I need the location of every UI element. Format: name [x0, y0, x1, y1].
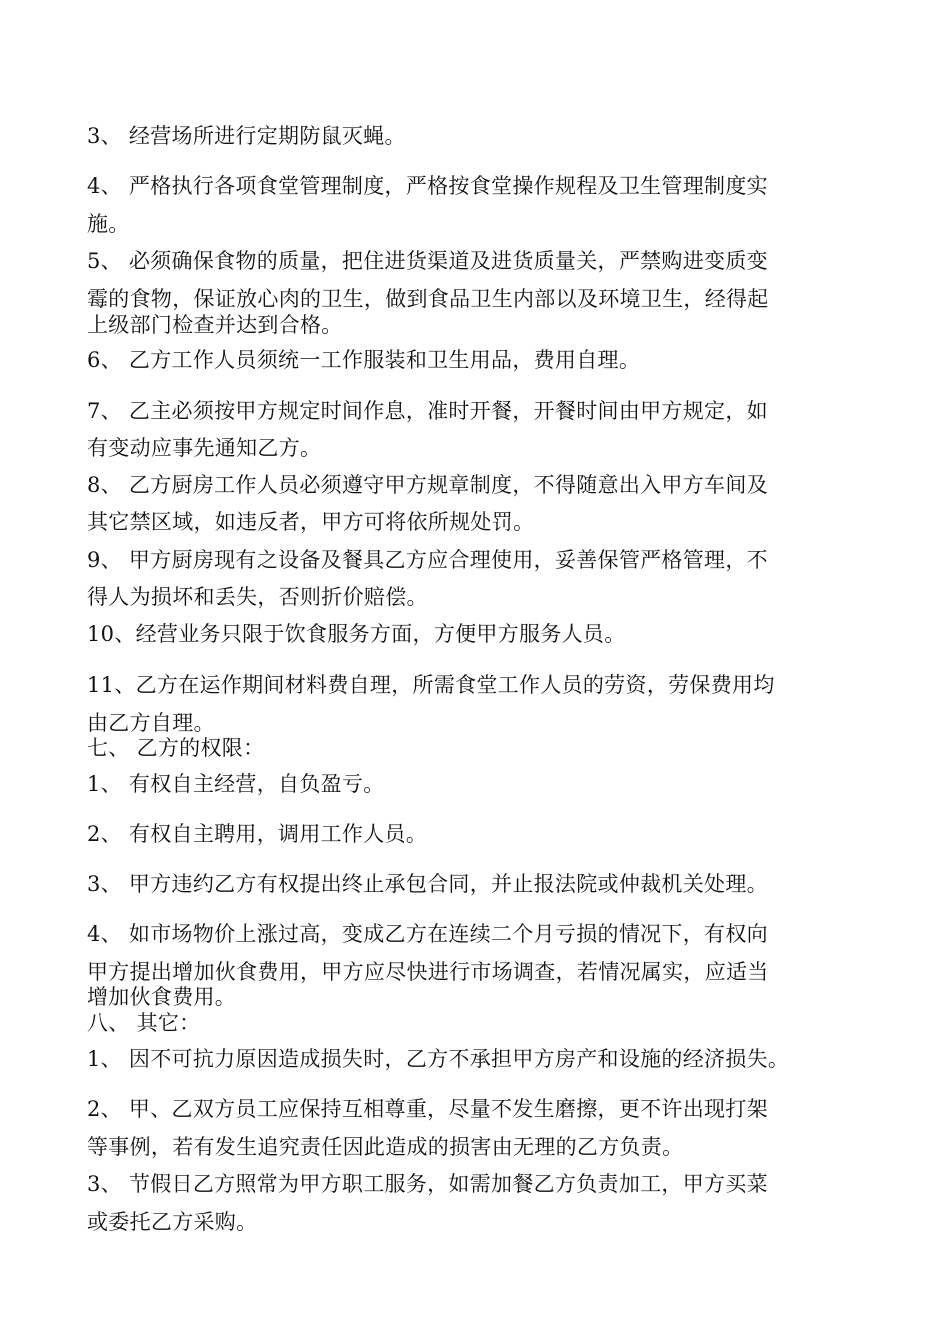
text-line: 或委托乙方采购。	[87, 1210, 258, 1234]
text-line: 4、 如市场物价上涨过高，变成乙方在连续二个月亏损的情况下，有权向	[87, 922, 768, 946]
section-heading: 八、 其它：	[87, 1011, 201, 1035]
text-line: 5、 必须确保食物的质量，把住进货渠道及进货质量关，严禁购进变质变	[87, 249, 768, 273]
text-line: 3、 甲方违约乙方有权提出终止承包合同，并止报法院或仲裁机关处理。	[87, 872, 768, 896]
text-line: 11、乙方在运作期间材料费自理，所需食堂工作人员的劳资，劳保费用均	[87, 673, 775, 697]
text-line: 7、 乙主必须按甲方规定时间作息，准时开餐，开餐时间由甲方规定，如	[87, 399, 768, 423]
text-line: 等事例，若有发生追究责任因此造成的损害由无理的乙方负责。	[87, 1135, 684, 1159]
text-line: 9、 甲方厨房现有之设备及餐具乙方应合理使用，妥善保管严格管理，不	[87, 548, 768, 572]
text-line: 其它禁区域，如违反者，甲方可将依所规处罚。	[87, 510, 535, 534]
text-line: 8、 乙方厨房工作人员必须遵守甲方规章制度，不得随意出入甲方车间及	[87, 473, 768, 497]
text-line: 10、经营业务只限于饮食服务方面，方便甲方服务人员。	[87, 622, 626, 646]
text-line: 3、 经营场所进行定期防鼠灭蝇。	[87, 124, 406, 148]
text-line: 甲方提出增加伙食费用，甲方应尽快进行市场调查，若情况属实，应适当	[87, 960, 769, 984]
text-line: 1、 有权自主经营，自负盈亏。	[87, 772, 385, 796]
text-line: 增加伙食费用。	[87, 985, 237, 1009]
text-line: 2、 有权自主聘用，调用工作人员。	[87, 822, 428, 846]
section-heading: 七、 乙方的权限：	[87, 736, 265, 760]
text-line: 4、 严格执行各项食堂管理制度，严格按食堂操作规程及卫生管理制度实	[87, 174, 768, 198]
text-line: 6、 乙方工作人员须统一工作服装和卫生用品，费用自理。	[87, 348, 641, 372]
text-line: 上级部门检查并达到合格。	[87, 313, 343, 337]
text-line: 得人为损坏和丢失，否则折价赔偿。	[87, 585, 428, 609]
text-line: 有变动应事先通知乙方。	[87, 436, 322, 460]
text-line: 施。	[87, 212, 130, 236]
text-line: 3、 节假日乙方照常为甲方职工服务，如需加餐乙方负责加工，甲方买菜	[87, 1172, 768, 1196]
text-line: 1、 因不可抗力原因造成损失时，乙方不承担甲方房产和设施的经济损失。	[87, 1047, 790, 1071]
text-line: 霉的食物，保证放心肉的卫生，做到食品卫生内部以及环境卫生，经得起	[87, 287, 769, 311]
text-line: 2、 甲、乙双方员工应保持互相尊重，尽量不发生磨擦，更不许出现打架	[87, 1097, 768, 1121]
text-line: 由乙方自理。	[87, 711, 215, 735]
